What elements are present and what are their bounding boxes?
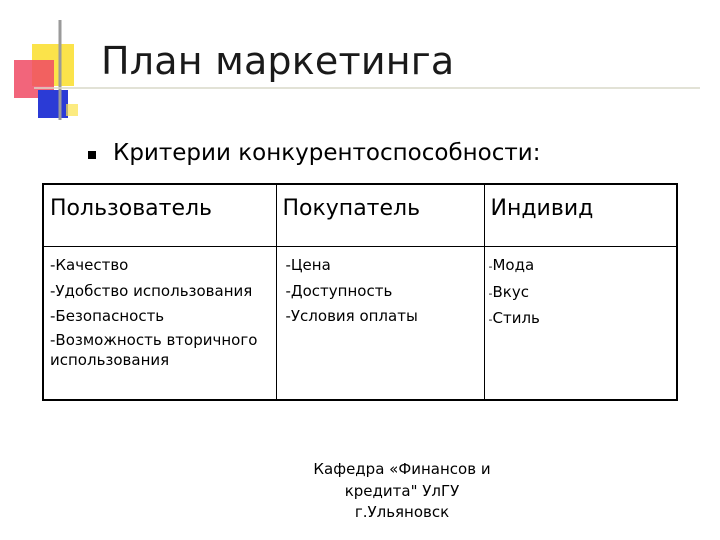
criterion-item	[489, 306, 673, 333]
body-cell-individual	[484, 247, 677, 401]
bullet-square-icon	[88, 151, 96, 159]
criterion-item: -Возможность вторичного использования	[50, 330, 258, 369]
criterion-item: -Доступность	[285, 281, 393, 300]
item-dash: -	[488, 313, 493, 326]
header-user: Пользователь	[50, 196, 213, 221]
criterion-item	[489, 280, 673, 307]
item-dash: -	[488, 260, 493, 273]
criterion-item: -Качество	[50, 256, 129, 274]
footer-line: г.Ульяновск	[354, 503, 450, 521]
header-buyer: Покупатель	[282, 196, 421, 221]
table-header-row	[43, 184, 677, 247]
criterion-text: Стиль	[492, 309, 540, 327]
item-dash: -	[488, 286, 493, 300]
body-cell-buyer	[276, 247, 484, 401]
criterion-item	[489, 253, 673, 280]
criterion-item: -Безопасность	[50, 307, 165, 325]
criterion-item: -Удобство использования	[50, 281, 253, 300]
header-individual: Индивид	[490, 196, 594, 221]
header-cell	[484, 184, 677, 247]
decor-small-yellow	[66, 104, 78, 116]
criterion-item: -Цена	[285, 256, 331, 274]
decor-blue-square	[38, 90, 68, 118]
body-cell-user	[43, 247, 276, 401]
criterion-text: Мода	[492, 256, 535, 274]
header-cell	[43, 184, 276, 247]
footer-line: Кафедра «Финансов и	[313, 460, 491, 478]
bullet-text: Критерии конкурентоспособности:	[113, 140, 541, 166]
criterion-text: Вкус	[492, 282, 529, 301]
slide-title: План маркетинга	[101, 39, 455, 83]
footer-line: кредита" УлГУ	[344, 481, 460, 500]
footer-caption	[300, 459, 504, 524]
criteria-table	[42, 183, 678, 401]
table-body-row	[43, 247, 677, 401]
header-cell	[276, 184, 484, 247]
criterion-item: -Условия оплаты	[285, 307, 418, 325]
